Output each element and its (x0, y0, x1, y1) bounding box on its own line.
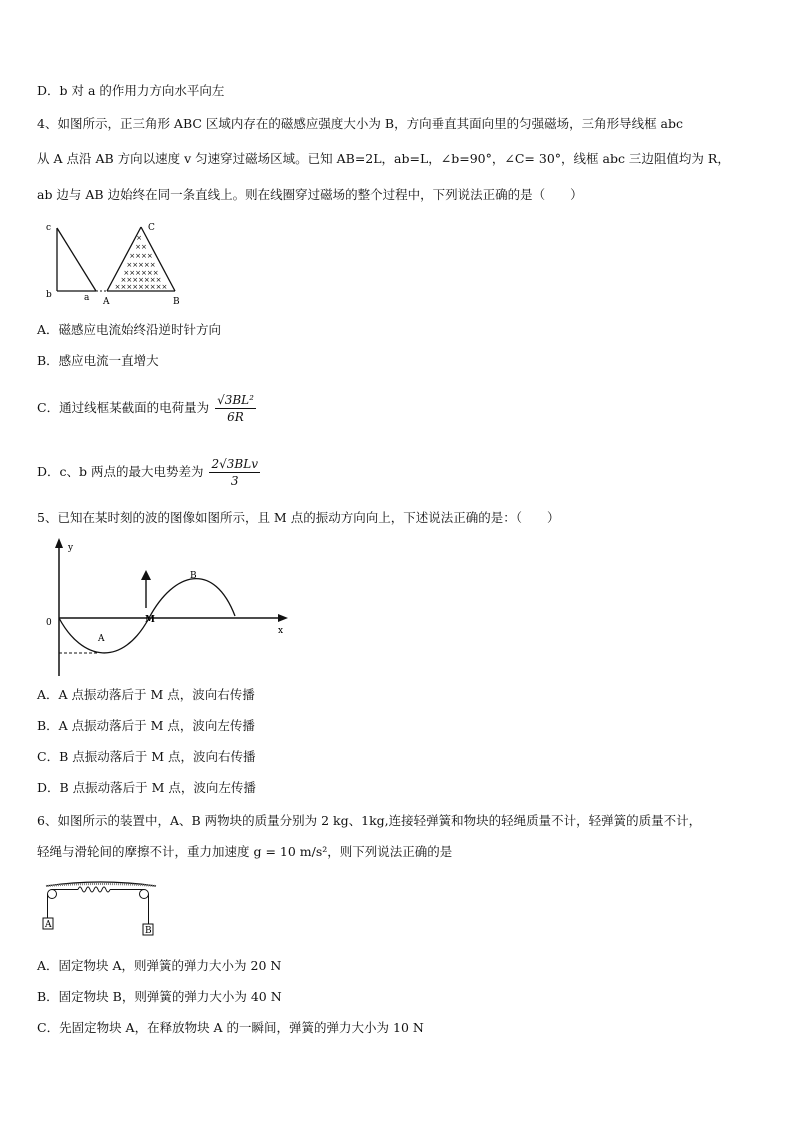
q4-option-c (37, 388, 256, 428)
q5-label-A: A (98, 634, 105, 644)
q4-cross-row: ××××××××× (114, 283, 168, 291)
q5-label-x: x (278, 626, 284, 636)
q5-option-a: A．A 点振动落后于 M 点，波向右传播 (37, 687, 255, 702)
q4-option-a: A．磁感应电流始终沿逆时针方向 (37, 322, 222, 337)
q5-option-c: C．B 点振动落后于 M 点，波向右传播 (37, 749, 256, 764)
q5-wave-figure (42, 536, 292, 681)
q4-option-c-denominator: 6R (227, 410, 244, 424)
q4-label-a: a (84, 293, 90, 303)
q6-option-a: A．固定物块 A，则弹簧的弹力大小为 20 N (37, 958, 282, 973)
q4-option-d-denominator: 3 (230, 474, 239, 488)
q4-figure (40, 218, 200, 308)
q4-stem-line2: 从 A 点沿 AB 方向以速度 v 匀速穿过磁场区域。已知 AB=2L，ab=L，∠b=90°，∠C= 30°，线框 abc 三边阻值均为 R， (37, 151, 730, 166)
q6-label-B: B (145, 926, 152, 936)
q4-label-C: C (148, 223, 155, 233)
q4-stem-line1: 4、如图所示，正三角形 ABC 区域内存在的磁感应强度大小为 B，方向垂直其面向里的匀强磁场，三角形导线框 abc (37, 116, 683, 131)
q4-cross-row: ××××××× (120, 276, 162, 284)
q4-stem-line3: ab 边与 AB 边始终在同一条直线上。则在线圈穿过磁场的整个过程中，下列说法正确的是（ ） (37, 187, 583, 202)
q4-option-c-text: C．通过线框某截面的电荷量为 (37, 400, 210, 415)
q4-label-c: c (46, 223, 52, 233)
q5-label-y: y (68, 543, 74, 553)
q5-label-M: M (145, 615, 155, 625)
q6-stem-line2: 轻绳与滑轮间的摩擦不计，重力加速度 g = 10 m/s²，则下列说法正确的是 (37, 844, 453, 859)
q4-option-d-numerator: 2√3BLv (211, 457, 258, 471)
q3-option-d: D．b 对 a 的作用力方向水平向左 (37, 83, 225, 98)
q6-option-c: C．先固定物块 A，在释放物块 A 的一瞬间，弹簧的弹力大小为 10 N (37, 1020, 424, 1035)
q4-label-B: B (173, 297, 180, 307)
q4-cross-row: × (136, 234, 142, 242)
q4-cross-row: ×× (135, 243, 147, 251)
q4-option-c-numerator: √3BL² (217, 393, 254, 407)
q5-option-b: B．A 点振动落后于 M 点，波向左传播 (37, 718, 255, 733)
q4-cross-row: ×××× (129, 252, 153, 260)
q6-option-b: B．固定物块 B，则弹簧的弹力大小为 40 N (37, 989, 282, 1004)
q4-option-d (37, 452, 260, 492)
q5-label-origin: 0 (46, 618, 52, 628)
q4-label-b: b (46, 290, 52, 300)
q4-option-b: B．感应电流一直增大 (37, 353, 159, 368)
q4-label-A: A (103, 297, 110, 307)
q4-cross-row: ×××××× (123, 269, 159, 277)
q5-stem: 5、已知在某时刻的波的图像如图所示，且 M 点的振动方向向上，下述说法正确的是：（ ） (37, 510, 560, 525)
q5-label-B: B (190, 571, 197, 581)
q6-label-A: A (45, 920, 52, 930)
q4-cross-row: ××××× (126, 261, 156, 269)
q4-option-d-fraction (209, 456, 259, 489)
q4-option-d-text: D．c、b 两点的最大电势差为 (37, 464, 204, 479)
q6-figure (40, 874, 165, 939)
q5-option-d: D．B 点振动落后于 M 点，波向左传播 (37, 780, 256, 795)
q4-option-c-fraction (215, 392, 256, 425)
q6-stem-line1: 6、如图所示的装置中，A、B 两物块的质量分别为 2 kg、1kg,连接轻弹簧和物块的轻绳质量不计，轻弹簧的质量不计， (37, 813, 702, 828)
